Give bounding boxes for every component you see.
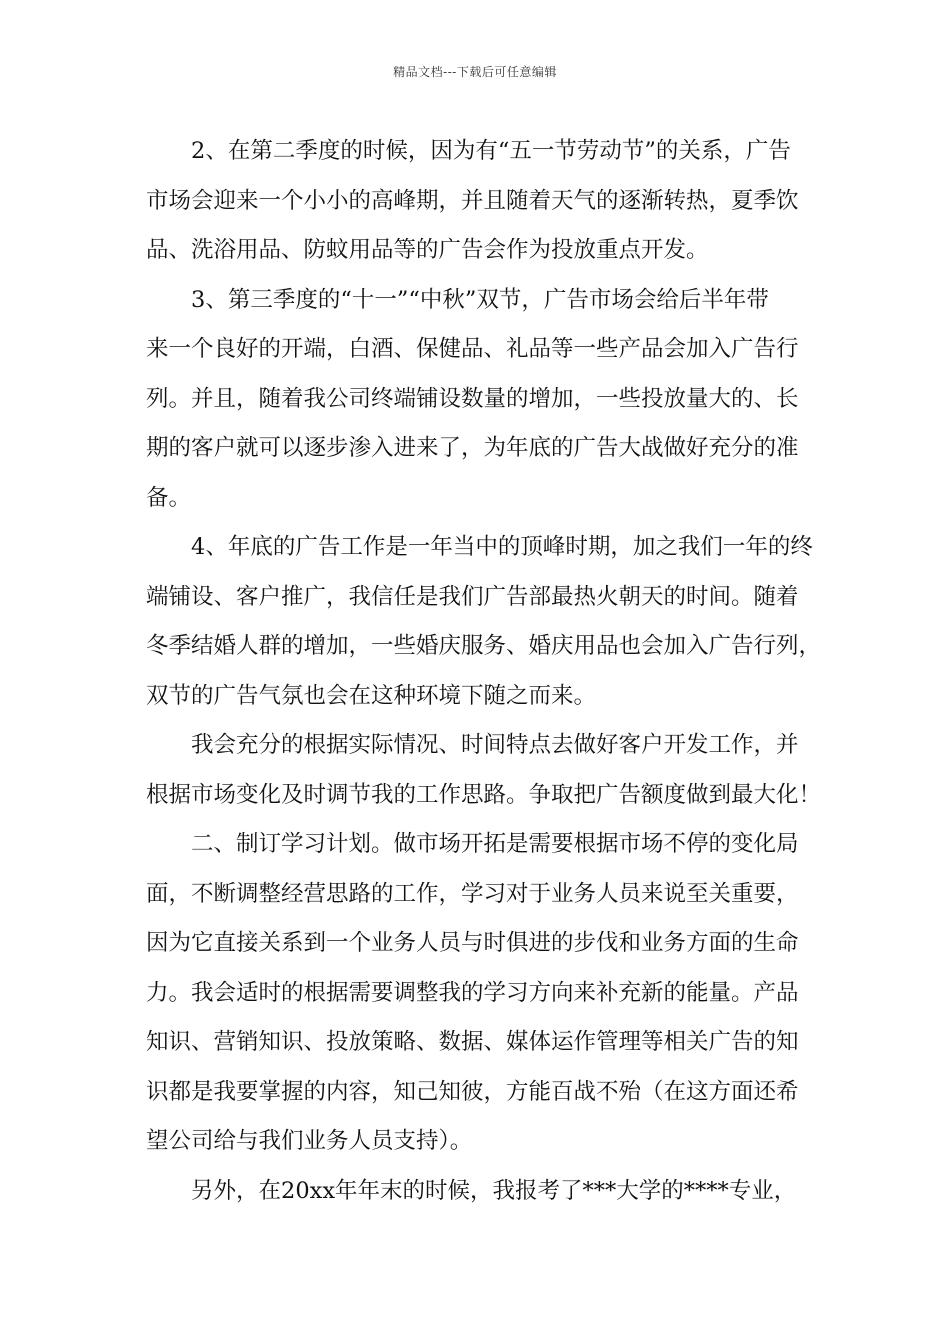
paragraph-line: 期的客户就可以逐步渗入进来了，为年底的广告大战做好充分的准: [146, 435, 799, 461]
paragraph-line: 二、制订学习计划。做市场开拓是需要根据市场不停的变化局: [191, 831, 799, 857]
paragraph-line: 市场会迎来一个小小的高峰期，并且随着天气的逐渐转热，夏季饮: [146, 187, 799, 214]
paragraph-line: 我会充分的根据实际情况、时间特点去做好客户开发工作，并: [191, 732, 799, 758]
document-body: [146, 127, 826, 1216]
paragraph-line: 备。: [146, 484, 192, 511]
paragraph-line: 冬季结婚人群的增加，一些婚庆服务、婚庆用品也会加入广告行列，: [146, 633, 822, 659]
paragraph-line: 2、在第二季度的时候，因为有“五一节劳动节”的关系，广告: [191, 138, 791, 164]
paragraph-line: 4、年底的广告工作是一年当中的顶峰时期，加之我们一年的终: [191, 534, 813, 560]
paragraph-line: 端铺设、客户推广，我信任是我们广告部最热火朝天的时间。随着: [146, 583, 799, 610]
paragraph-line: 力。我会适时的根据需要调整我的学习方向来补充新的能量。产品: [146, 979, 799, 1006]
page-header: 精品文档---下载后可任意编辑: [393, 65, 557, 79]
paragraph-line: 品、洗浴用品、防蚊用品等的广告会作为投放重点开发。: [146, 237, 709, 263]
paragraph-line: 双节的广告气氛也会在这种环境下随之而来。: [146, 682, 597, 709]
paragraph-line: 知识、营销知识、投放策略、数据、媒体运作管理等相关广告的知: [146, 1029, 799, 1055]
paragraph-line: 来一个良好的开端，白酒、保健品、礼品等一些产品会加入广告行: [146, 336, 799, 362]
paragraph-line: 根据市场变化及时调节我的工作思路。争取把广告额度做到最大化！: [146, 781, 822, 808]
paragraph-line: 望公司给与我们业务人员支持）。: [146, 1128, 473, 1154]
paragraph-line: 面，不断调整经营思路的工作，学习对于业务人员来说至关重要，: [146, 880, 799, 907]
paragraph-line: 列。并且，随着我公司终端铺设数量的增加，一些投放量大的、长: [146, 385, 799, 412]
paragraph-line: 3、第三季度的“十一”“中秋”双节，广告市场会给后半年带: [191, 286, 769, 313]
paragraph-line: 识都是我要掌握的内容，知己知彼，方能百战不殆（在这方面还希: [146, 1078, 799, 1105]
paragraph-line: 另外，在20xx年年末的时候，我报考了***大学的****专业，: [191, 1177, 797, 1204]
paragraph-line: 因为它直接关系到一个业务人员与时俱进的步伐和业务方面的生命: [146, 930, 799, 956]
